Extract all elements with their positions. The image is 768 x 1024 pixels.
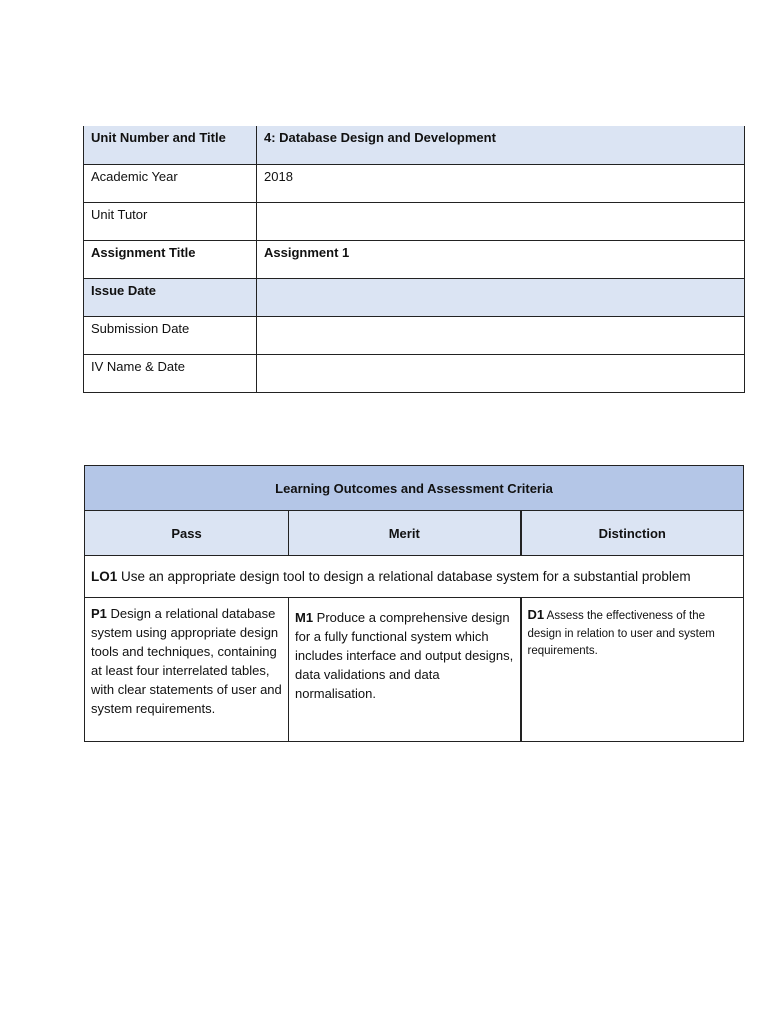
table-row <box>84 126 745 164</box>
table-row <box>84 240 745 278</box>
table-row <box>85 466 744 511</box>
column-header-pass: Pass <box>85 511 289 556</box>
p1-text: Design a relational database system using appropriate design tools and techniques, containing at least four interrelated tables, with clear statements of user and system requirements. <box>91 606 282 716</box>
table-row <box>84 202 745 240</box>
pass-criterion <box>85 598 289 742</box>
table-row <box>84 278 745 316</box>
unit-number-title-label: Unit Number and Title <box>84 126 257 164</box>
learning-outcomes-table <box>84 465 744 742</box>
unit-tutor-label: Unit Tutor <box>84 202 257 240</box>
issue-date-label: Issue Date <box>84 278 257 316</box>
merit-criterion <box>289 598 521 742</box>
unit-info-table <box>83 126 745 393</box>
academic-year-value: 2018 <box>257 164 745 202</box>
table-row <box>85 598 744 742</box>
table-row <box>84 164 745 202</box>
d1-code: D1 <box>527 607 545 622</box>
table-row <box>85 511 744 556</box>
submission-date-label: Submission Date <box>84 316 257 354</box>
assignment-title-value: Assignment 1 <box>257 240 745 278</box>
p1-code: P1 <box>91 606 107 621</box>
m1-code: M1 <box>295 610 314 625</box>
iv-name-date-value <box>257 354 745 392</box>
m1-text: Produce a comprehensive design for a fully functional system which includes interface and output designs, data validations and data normalisation. <box>295 610 514 701</box>
iv-name-date-label: IV Name & Date <box>84 354 257 392</box>
d1-text: Assess the effectiveness of the design in relation to user and system requirements. <box>527 610 715 657</box>
academic-year-label: Academic Year <box>84 164 257 202</box>
issue-date-value <box>257 278 745 316</box>
learning-outcomes-title: Learning Outcomes and Assessment Criteria <box>85 466 744 511</box>
submission-date-value <box>257 316 745 354</box>
unit-tutor-value <box>257 202 745 240</box>
lo1-code: LO1 <box>91 569 118 584</box>
table-row <box>85 556 744 598</box>
lo1-statement <box>85 556 744 598</box>
assignment-title-label: Assignment Title <box>84 240 257 278</box>
column-header-merit: Merit <box>289 511 521 556</box>
unit-number-title-value: 4: Database Design and Development <box>257 126 745 164</box>
table-row <box>84 354 745 392</box>
lo1-text: Use an appropriate design tool to design a relational database system for a substantial problem <box>117 569 691 584</box>
column-header-distinction: Distinction <box>521 511 744 556</box>
distinction-criterion <box>521 598 744 742</box>
table-row <box>84 316 745 354</box>
